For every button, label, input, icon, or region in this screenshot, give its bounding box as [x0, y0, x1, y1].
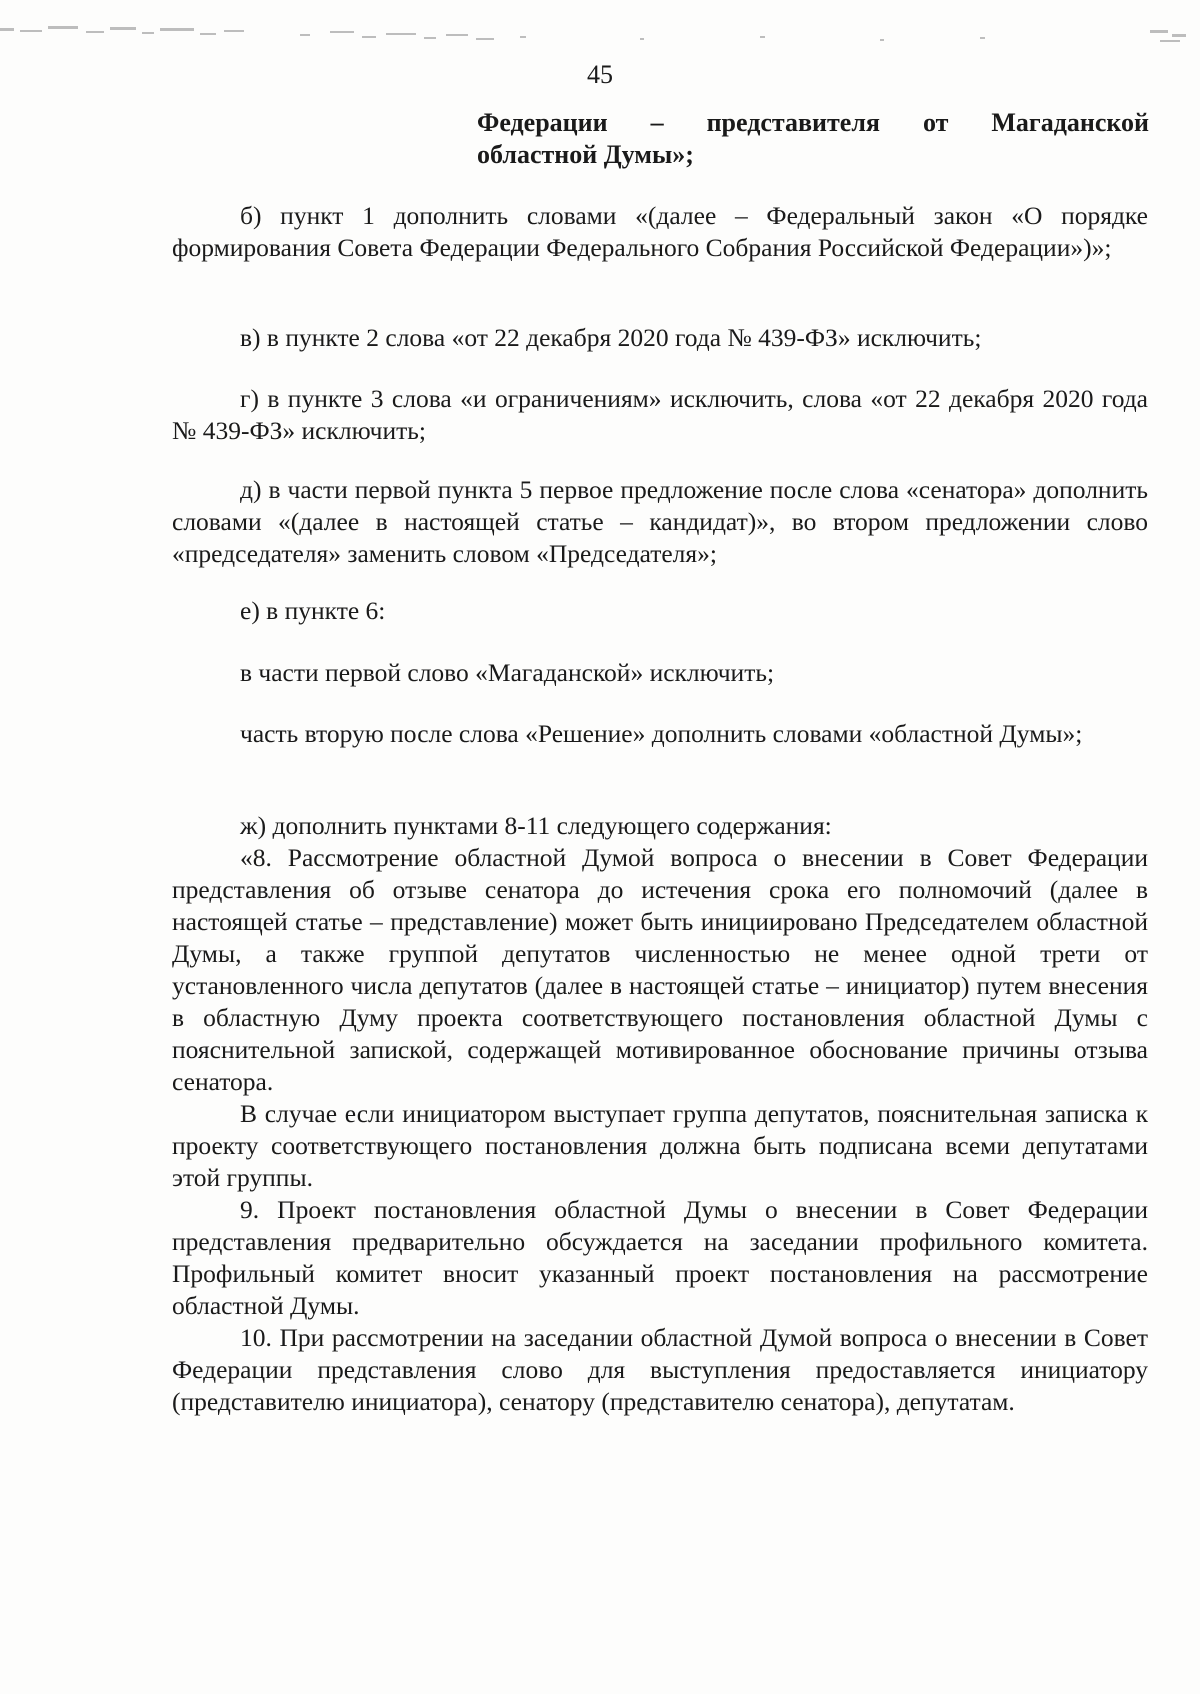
quoted-item-8: «8. Рассмотрение областной Думой вопроса о внесении в Совет Федерации представления об отзыве сенатора до истечения срока его полномочий (далее в настоящей статье – представление) может быть инициировано Председателем областной Думы, а также группой депутатов численностью не менее одной трети от установленного числа депутатов (далее в настоящей статье – инициатор) путем внесения в областную Думу проекта соответствующего постановления областной Думы с пояснительной запиской, содержащей мотивированное обоснование причины отзыва сенатора.	[172, 843, 1148, 1096]
paragraph-d: д) в части первой пункта 5 первое предложение после слова «сенатора» дополнить словами «(далее в настоящей статье – кандидат)», во втором предложении слово «председателя» заменить словом «Председателя»;	[172, 475, 1148, 568]
paragraph-g: г) в пункте 3 слова «и ограничениям» исключить, слова «от 22 декабря 2020 года № 439-ФЗ» исключить;	[172, 384, 1148, 445]
heading-line-1: Федерации – представителя от Магаданской	[477, 108, 1149, 137]
paragraph-e: е) в пункте 6:	[240, 596, 386, 625]
page-number: 45	[587, 60, 613, 89]
quoted-item-9: 9. Проект постановления областной Думы о внесении в Совет Федерации представления предварительно обсуждается на заседании профильного комитета. Профильный комитет вносит указанный проект постановления на рассмотрение областной Думы.	[172, 1195, 1148, 1320]
paragraph-zh: ж) дополнить пунктами 8-11 следующего содержания: «8. Рассмотрение областной Думой вопроса о внесении в Совет Федерации представления об отзыве сенатора до истечения срока его полномочий (далее в настоящей статье – представление) может быть инициировано Председателем областной Думы, а также группой депутатов численностью не менее одной трети от установленного числа депутатов (далее в настоящей статье – инициатор) путем внесения в областную Думу проекта соответствующего постановления областной Думы с пояснительной запиской, содержащей мотивированное обоснование причины отзыва сенатора. В случае если инициатором выступает группа депутатов, пояснительная записка к проекту соответствующего постановления должна быть подписана всеми депутатами этой группы. 9. Проект постановления областной Думы о внесении в Совет Федерации представления предварительно обсуждается на заседании профильного комитета. Профильный комитет вносит указанный проект постановления на рассмотрение областной Думы. 10. При рассмотрении на заседании областной Думой вопроса о внесении в Совет Федерации представления слово для выступления предоставляется инициатору (представителю инициатора), сенатору (представителю сенатора), депутатам.	[172, 811, 1148, 1416]
paragraph-e-part1: в части первой слово «Магаданской» исключить;	[240, 658, 775, 687]
scan-artifact-noise	[0, 0, 1200, 60]
quoted-item-8-note: В случае если инициатором выступает группа депутатов, пояснительная записка к проекту соответствующего постановления должна быть подписана всеми депутатами этой группы.	[172, 1099, 1148, 1192]
quoted-item-10: 10. При рассмотрении на заседании областной Думой вопроса о внесении в Совет Федерации представления слово для выступления предоставляется инициатору (представителю инициатора), сенатору (представителю сенатора), депутатам.	[172, 1323, 1148, 1416]
heading-continuation	[477, 107, 1149, 171]
paragraph-b: б) пункт 1 дополнить словами «(далее – Федеральный закон «О порядке формирования Совета Федерации Федерального Собрания Российской Федерации»)»;	[172, 201, 1148, 262]
heading-line-2: областной Думы»;	[477, 140, 694, 169]
paragraph-v: в) в пункте 2 слова «от 22 декабря 2020 года № 439-ФЗ» исключить;	[240, 323, 982, 352]
paragraph-e-part2: часть вторую после слова «Решение» дополнить словами «областной Думы»;	[240, 719, 1083, 748]
